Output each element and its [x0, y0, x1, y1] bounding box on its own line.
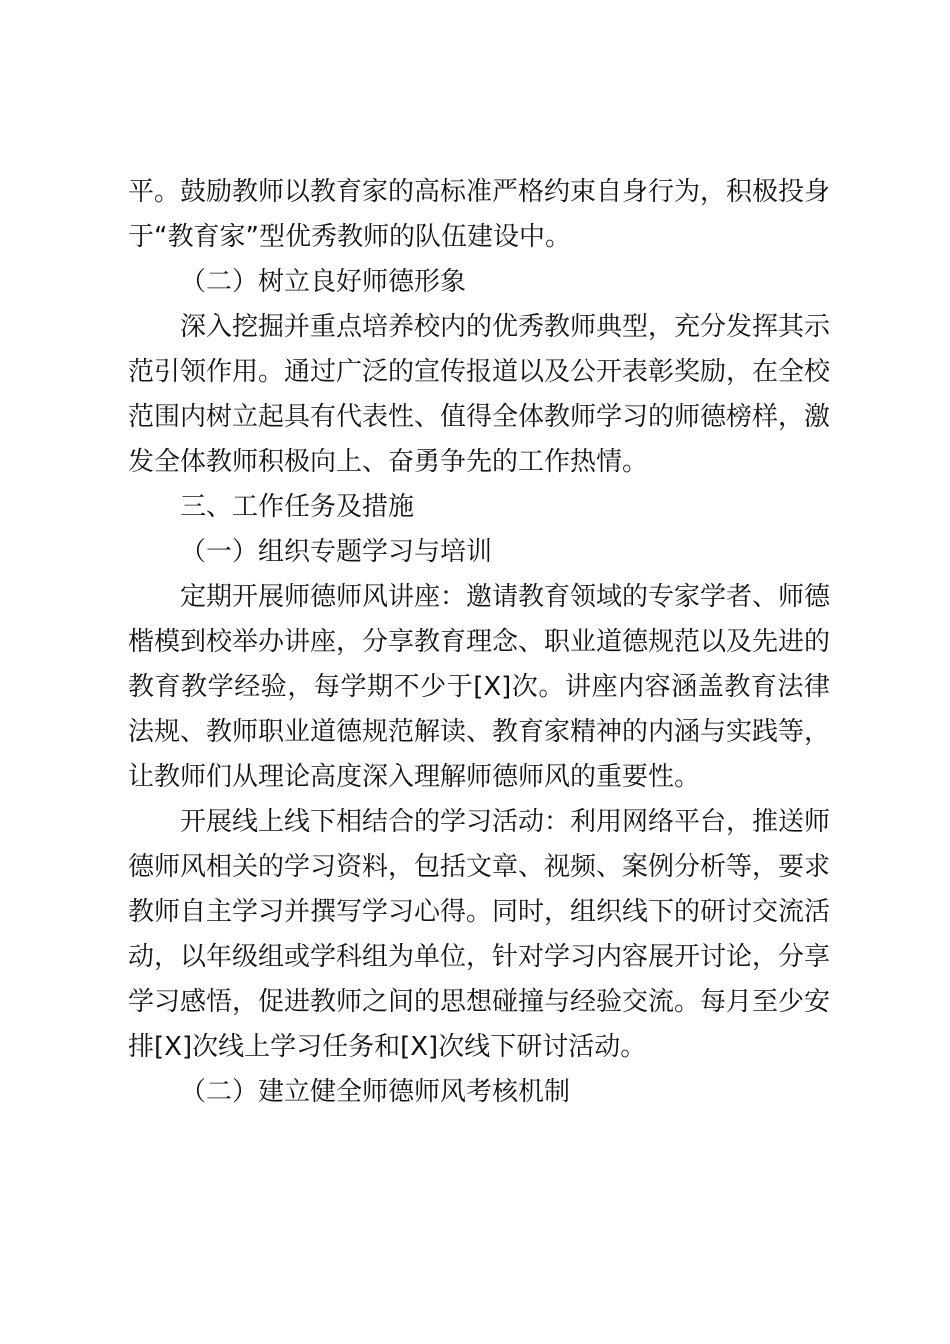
paragraph-online-offline: 开展线上线下相结合的学习活动：利用网络平台，推送师德师风相关的学习资料，包括文章、视频、案例分析等，要求教师自主学习并撰写学习心得。同时，组织线下的研讨交流活动，以年级组或学科组为单位，针对学习内容展开讨论，分享学习感悟，促进教师之间的思想碰撞与经验交流。每月至少安排[X]次线上学习任务和[X]次线下研讨活动。: [128, 807, 831, 1062]
section-heading-3-1: （一）组织专题学习与培训: [180, 537, 493, 567]
paragraph-teacher-model: 深入挖掘并重点培养校内的优秀教师典型，充分发挥其示范引领作用。通过广泛的宣传报道以及公开表彰奖励，在全校范围内树立起具有代表性、值得全体教师学习的师德榜样，激发全体教师积极向上、奋勇争先的工作热情。: [128, 312, 831, 477]
document-body: [128, 170, 830, 1115]
paragraph-lectures: 定期开展师德师风讲座：邀请教育领域的专家学者、师德楷模到校举办讲座，分享教育理念、职业道德规范以及先进的教育教学经验，每学期不少于[X]次。讲座内容涵盖教育法律法规、教师职业道德规范解读、教育家精神的内涵与实践等，让教师们从理论高度深入理解师德师风的重要性。: [128, 582, 831, 792]
section-heading-3: 三、工作任务及措施: [180, 492, 415, 522]
paragraph-continuation: 平。鼓励教师以教育家的高标准严格约束自身行为，积极投身于“教育家”型优秀教师的队伍建设中。: [128, 177, 831, 252]
section-heading-3-2: （二）建立健全师德师风考核机制: [180, 1077, 571, 1107]
section-heading-2-2: （二）树立良好师德形象: [180, 267, 467, 297]
